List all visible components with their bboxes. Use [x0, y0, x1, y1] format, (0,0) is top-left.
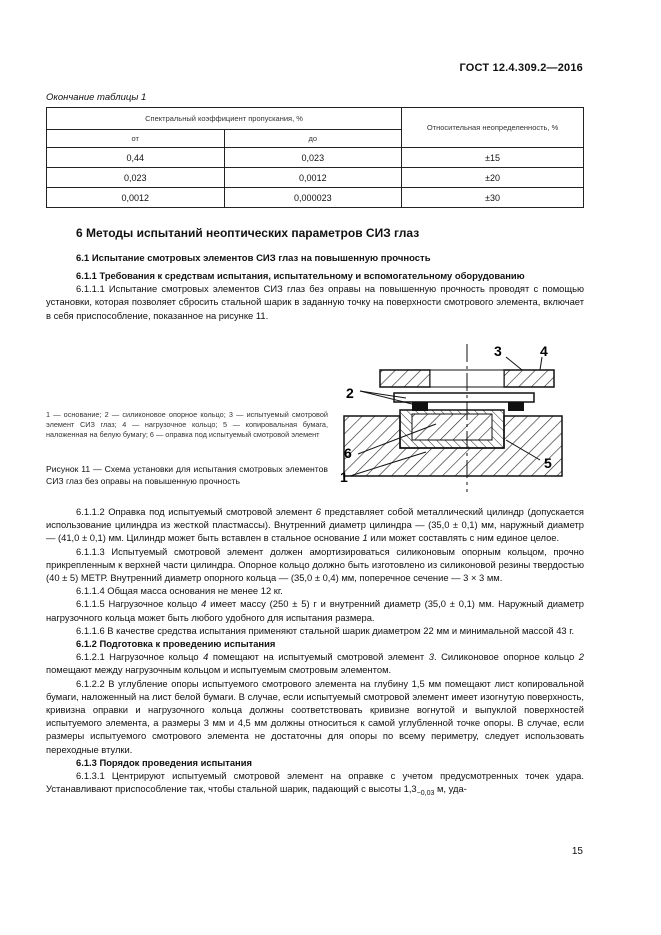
mandrel-part	[400, 410, 504, 448]
section-6-1-3-title: 6.1.3 Порядок проведения испытания	[76, 756, 252, 768]
table-row	[47, 188, 584, 208]
to-header: до	[224, 130, 402, 148]
cell-from: 0,44	[47, 148, 225, 168]
paragraph-6-1-1-2: 6.1.1.2 Оправка под испытуемый смотровой элемент 6 представляет собой металлический цилиндр (допускается использование цилиндра из жесткой пластмассы). Внутренний диаметр цилиндра — (35,0 ± 0,1) мм, наружный диаметр — (41,0 ± 0,1) мм. Цилиндр может быть вставлен в стальное основание 1 или может составлять с ним единое целое.	[46, 506, 584, 544]
paragraph-6-1-1-6: 6.1.1.6 В качестве средства испытания применяют стальной шарик диаметром 22 мм и минимальной массой 43 г.	[76, 624, 575, 636]
load-ring-left	[380, 370, 430, 387]
section-6-1-title: 6.1 Испытание смотровых элементов СИЗ глаз на повышенную прочность	[76, 253, 431, 264]
paragraph-6-1-1-5: 6.1.1.5 Нагрузочное кольцо 4 имеет массу (250 ± 5) г и внутренний диаметр (35,0 ± 0,1) мм. Наружный диаметр нагрузочного кольца может быть любого удобного для испытания размера.	[46, 598, 584, 623]
paragraph-6-1-3-1: 6.1.3.1 Центрируют испытуемый смотровой элемент на оправке с учетом предусмотренных точек удара. Устанавливают приспособление так, чтобы стальной шарик, падающий с высоты $1,3_{-0,03}$ м, уда-	[46, 770, 584, 798]
table-caption: Окончание таблицы 1	[46, 92, 147, 103]
paragraph-6-1-2-1: 6.1.2.1 Нагрузочное кольцо 4 помещают на испытуемый смотровой элемент 3. Силиконовое опорное кольцо 2 помещают между нагрузочным кольцом и испытуемым смотровым элементом.	[46, 651, 585, 676]
intro-block	[46, 269, 584, 322]
page-number: 15	[571, 846, 583, 857]
section-6-1-2-title: 6.1.2 Подготовка к проведению испытания	[76, 638, 276, 650]
table-row	[47, 148, 584, 168]
transmittance-table	[46, 107, 584, 208]
cell-uncert: ±30	[402, 188, 584, 208]
paragraph-6-1-1-4: 6.1.1.4 Общая масса основания не менее 12 кг.	[76, 585, 283, 597]
paragraph-6-1-1-3: 6.1.1.3 Испытуемый смотровой элемент должен амортизироваться силиконовым опорным кольцом, прочно прикрепленным к верхней части цилиндра. Опорное кольцо должно быть изготовлено из силиконовой резины твердостью (40 ± 5) МЕТР. Внутренний диаметр опорного кольца — (35,0 ± 0,4) мм, поперечное сечение — 3 × 3 мм.	[46, 545, 584, 584]
label-6: 6	[344, 445, 352, 461]
label-2: 2	[346, 385, 354, 401]
test-lens	[394, 393, 534, 402]
paragraph-6-1-2-2: 6.1.2.2 В углубление опоры испытуемого смотрового элемента на глубину 1,5 мм помещают лист копировальной бумаги, наложенный на лист белой бумаги. В случае, если испытуемый смотровой элемент имеет изогнутую поверхность, кривизна оправки и нагрузочного кольца должны соответствовать кривизне вогнутой и выпуклой поверхностей испытуемого элемента, а размеры 3 мм и 4,5 мм должны относиться к самой углубленной точке опоры. В случае, если размеры испытуемого смотрового элемента не достаточны для опоры по всему периметру, следует использовать переходные втулки.	[46, 677, 584, 755]
label-3: 3	[494, 343, 502, 359]
cell-to: 0,0012	[224, 168, 402, 188]
label-4: 4	[540, 343, 548, 359]
cell-from: 0,0012	[47, 188, 225, 208]
from-header: от	[47, 130, 225, 148]
group-header: Спектральный коэффициент пропускания, %	[47, 108, 402, 130]
cell-from: 0,023	[47, 168, 225, 188]
figure-legend: 1 — основание; 2 — силиконовое опорное кольцо; 3 — испытуемый смотровой элемент СИЗ глаз; 4 — нагрузочное кольцо; 5 — копировальная бумага, наложенная на белую бумагу; 6 — оправка под испытуемый смотровой элемент	[46, 410, 328, 440]
test-setup-drawing	[336, 340, 581, 500]
section-6-1-1-title: 6.1.1 Требования к средствам испытания, испытательному и вспомогательному оборудованию	[76, 270, 525, 281]
body-block	[46, 505, 584, 800]
cell-uncert: ±20	[402, 168, 584, 188]
label-5: 5	[544, 455, 552, 471]
cell-to: 0,023	[224, 148, 402, 168]
section-6-title: 6 Методы испытаний неоптических параметров СИЗ глаз	[76, 226, 420, 240]
standard-code: ГОСТ 12.4.309.2—2016	[459, 62, 583, 74]
uncertainty-header: Относительная неопределенность, %	[402, 108, 584, 148]
figure-caption: Рисунок 11 — Схема установки для испытания смотровых элементов СИЗ глаз без оправы на повышенную прочность	[46, 464, 328, 486]
load-ring-right	[504, 370, 554, 387]
cell-uncert: ±15	[402, 148, 584, 168]
cell-to: 0,000023	[224, 188, 402, 208]
label-1: 1	[340, 469, 348, 485]
silicone-ring-right	[508, 402, 524, 411]
silicone-ring-left	[412, 402, 428, 411]
table-row	[47, 168, 584, 188]
paragraph-6-1-1-1: 6.1.1.1 Испытание смотровых элементов СИЗ глаз без оправы на повышенную прочность проводят с помощью установки, которая позволяет сбросить стальной шарик в заданную точку на поверхности смотрового элемента, включает в себя приспособление, показанное на рисунке 11.	[46, 283, 584, 321]
